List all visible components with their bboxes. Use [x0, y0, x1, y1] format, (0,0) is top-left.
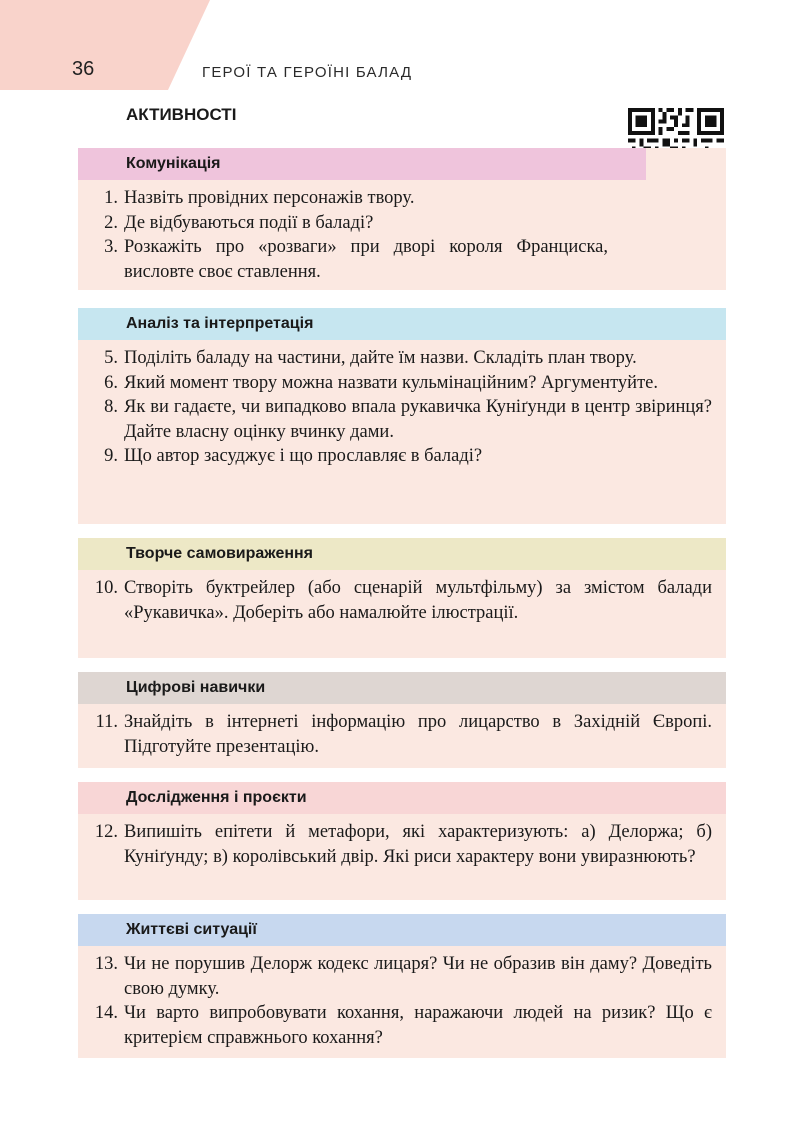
list-item	[78, 371, 712, 396]
list-item	[78, 1001, 712, 1050]
item-text: Де відбуваються події в баладі?	[124, 212, 374, 233]
item-number: 2.	[104, 212, 118, 233]
item-number: 3.	[104, 237, 118, 257]
item-text: Який момент твору можна назвати кульмінаційним? Аргументуйте.	[124, 372, 658, 393]
item-number: 8.	[104, 397, 118, 417]
item-number: 5.	[104, 348, 118, 368]
section-title: Творче самовираження	[78, 538, 726, 570]
section-analysis	[78, 308, 726, 524]
list-item	[78, 211, 608, 236]
item-number: 14.	[94, 1003, 118, 1023]
item-number: 1.	[104, 188, 118, 208]
section-digital	[78, 672, 726, 768]
section-title: Комунікація	[78, 148, 646, 180]
item-number: 12.	[94, 822, 118, 842]
section-life-situations	[78, 914, 726, 1058]
item-number: 9.	[104, 446, 118, 466]
item-number: 10.	[94, 578, 118, 598]
section-title: Життєві ситуації	[78, 914, 726, 946]
page-corner-decoration	[0, 0, 210, 90]
list-item	[78, 710, 712, 759]
list-item	[78, 186, 608, 211]
list-item	[78, 346, 712, 371]
item-text: Чи варто випробовувати кохання, наражаючи людей на ризик? Що є критерієм справжнього кохання?	[124, 1003, 712, 1048]
list-item	[78, 235, 608, 284]
item-text: Створіть буктрейлер (або сценарій мультфільму) за змістом балади «Рукавичка». Доберіть або намалюйте ілюстрації.	[124, 578, 712, 623]
list-item	[78, 395, 712, 444]
activities-title: АКТИВНОСТІ	[126, 105, 237, 124]
item-number: 13.	[94, 954, 118, 974]
section-communication	[78, 148, 726, 290]
section-items	[78, 946, 726, 1058]
list-item	[78, 952, 712, 1001]
section-items	[78, 814, 726, 877]
item-text: Чи не порушив Делорж кодекс лицаря? Чи не образив він даму? Доведіть свою думку.	[124, 954, 712, 999]
item-text: Знайдіть в інтернеті інформацію про лицарство в Західній Європі. Підготуйте презентацію.	[124, 712, 712, 757]
item-text: Випишіть епітети й метафори, які характеризують: а) Делоржа; б) Куніґунду; в) королівський двір. Які риси характеру вони увиразнюють?	[124, 822, 712, 867]
running-title: ГЕРОЇ ТА ГЕРОЇНІ БАЛАД	[202, 64, 413, 81]
item-text: Поділіть баладу на частини, дайте їм назви. Складіть план твору.	[124, 348, 637, 368]
item-number: 6.	[104, 372, 118, 393]
section-title: Цифрові навички	[78, 672, 726, 704]
list-item	[78, 820, 712, 869]
section-creative	[78, 538, 726, 658]
section-items	[78, 340, 726, 477]
section-title: Дослідження і проєкти	[78, 782, 726, 814]
list-item	[78, 444, 712, 469]
section-items	[78, 570, 726, 633]
section-title: Аналіз та інтерпретація	[78, 308, 726, 340]
list-item	[78, 576, 712, 625]
item-number: 11.	[95, 712, 118, 732]
item-text: Назвіть провідних персонажів твору.	[124, 188, 415, 208]
section-items	[78, 704, 726, 767]
item-text: Що автор засуджує і що прославляє в баладі?	[124, 446, 483, 466]
section-research	[78, 782, 726, 900]
item-text: Розкажіть про «розваги» при дворі короля Франциска, висловте своє ставлення.	[124, 237, 608, 282]
section-items	[78, 180, 726, 292]
page-number: 36	[72, 58, 95, 80]
item-text: Як ви гадаєте, чи випадково впала рукавичка Куніґунди в центр звіринця? Дайте власну оцінку вчинку дами.	[124, 397, 712, 442]
